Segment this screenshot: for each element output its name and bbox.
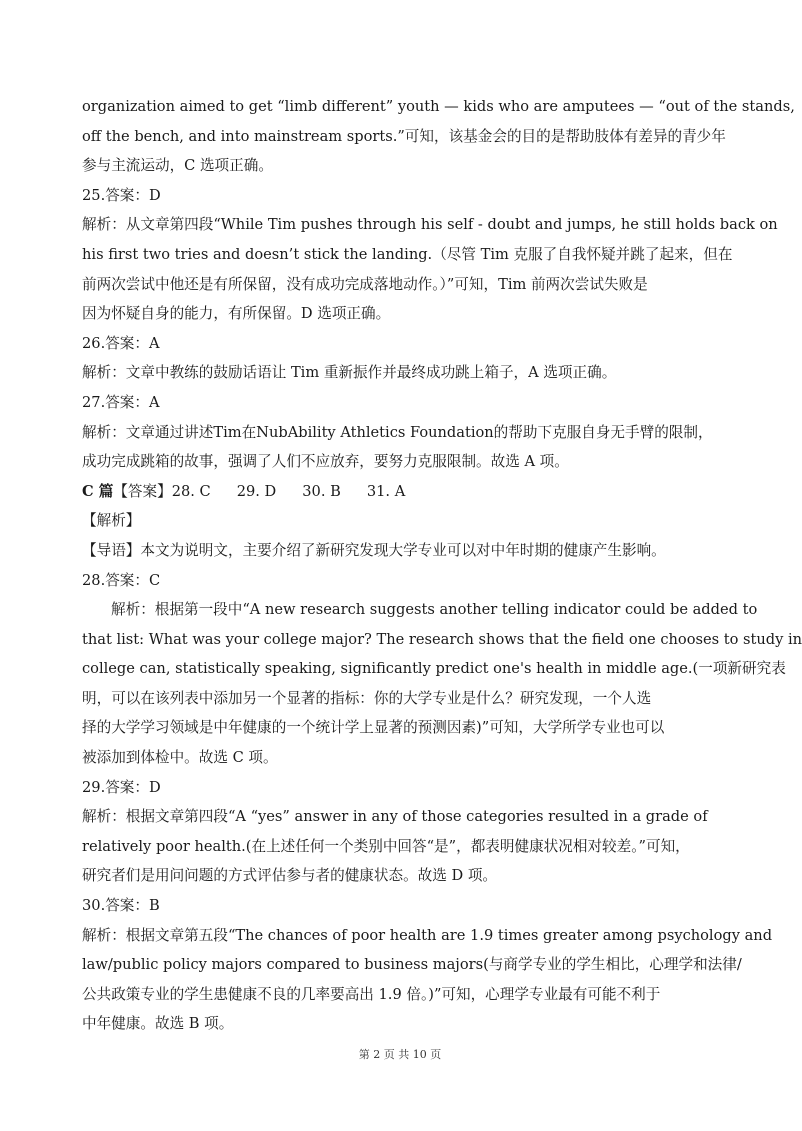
explanation-line: relatively poor health.(在上述任何一个类别中回答“是”，都表明健康状况相对较差。”可知，: [82, 837, 690, 855]
explanation-line: 解析：文章通过讲述Tim在NubAbility Athletics Foundation的帮助下克服自身无手臂的限制，: [82, 423, 713, 441]
answer-25: 25.答案：D: [82, 186, 161, 204]
section-c-answer-label: 【答案】: [113, 482, 172, 500]
answer-29: 29.答案：D: [82, 778, 161, 796]
text-line: 参与主流运动，C 选项正确。: [82, 157, 273, 175]
explanation-line: that list: What was your college major? The research shows that the field one chooses to study in: [82, 630, 802, 648]
answer-item: 28. C: [171, 482, 211, 500]
section-c-label: C 篇: [82, 482, 114, 500]
analysis-heading: 【解析】: [82, 512, 141, 530]
explanation-line: 因为怀疑自身的能力，有所保留。D 选项正确。: [82, 305, 391, 323]
explanation-line: 解析：根据第一段中“A new research suggests another telling indicator could be added to: [111, 601, 758, 619]
explanation-line: 解析：根据文章第五段“The chances of poor health are 1.9 times greater among psychology and: [82, 926, 773, 944]
explanation-line: 中年健康。故选 B 项。: [82, 1015, 234, 1033]
answer-26: 26.答案：A: [82, 334, 160, 352]
explanation-line: 公共政策专业的学生患健康不良的几率要高出 1.9 倍。)”可知，心理学专业最有可能不利于: [82, 985, 661, 1003]
page-content: [82, 92, 802, 1039]
intro-line: 【导语】本文为说明文，主要介绍了新研究发现大学专业可以对中年时期的健康产生影响。: [82, 541, 666, 559]
explanation-line: college can, statistically speaking, significantly predict one's health in middle age.(一项新研究表: [82, 660, 786, 678]
answer-item: 30. B: [302, 482, 341, 500]
explanation-line: law/public policy majors compared to business majors(与商学专业的学生相比，心理学和法律/: [82, 956, 742, 974]
explanation-line: his first two tries and doesn’t stick the landing.（尽管 Tim 克服了自我怀疑并跳了起来，但在: [82, 245, 733, 263]
answer-27: 27.答案：A: [82, 393, 160, 411]
answer-30: 30.答案：B: [82, 897, 160, 915]
answer-item: 29. D: [236, 482, 277, 500]
explanation-line: 被添加到体检中。故选 C 项。: [82, 749, 278, 767]
text-line: organization aimed to get “limb different” youth — kids who are amputees — “out of the stands,: [82, 98, 795, 115]
explanation-line: 择的大学学习领域是中年健康的一个统计学上显著的预测因素)”可知，大学所学专业也可以: [82, 719, 665, 737]
page-number-footer: 第 2 页 共 10 页: [358, 1048, 442, 1061]
explanation-line: 解析：根据文章第四段“A “yes” answer in any of those categories resulted in a grade of: [82, 808, 708, 826]
answer-item: 31. A: [366, 482, 406, 500]
explanation-line: 成功完成跳箱的故事，强调了人们不应放弃，要努力克服限制。故选 A 项。: [82, 453, 569, 471]
answer-28: 28.答案：C: [82, 571, 161, 589]
section-c-answers: [82, 477, 722, 507]
explanation-line: 前两次尝试中他还是有所保留，没有成功完成落地动作。）”可知，Tim 前两次尝试失败是: [82, 275, 648, 293]
explanation-line: 解析：从文章第四段“While Tim pushes through his self - doubt and jumps, he still holds back on: [82, 216, 778, 234]
text-line: off the bench, and into mainstream sports.”可知，该基金会的目的是帮助肢体有差异的青少年: [82, 127, 726, 145]
explanation-line: 解析：文章中教练的鼓励话语让 Tim 重新振作并最终成功跳上箱子，A 选项正确。: [82, 364, 617, 382]
explanation-line: 研究者们是用问问题的方式评估参与者的健康状态。故选 D 项。: [82, 867, 498, 885]
explanation-line: 明，可以在该列表中添加另一个显著的指标：你的大学专业是什么？研究发现，一个人选: [82, 689, 652, 707]
